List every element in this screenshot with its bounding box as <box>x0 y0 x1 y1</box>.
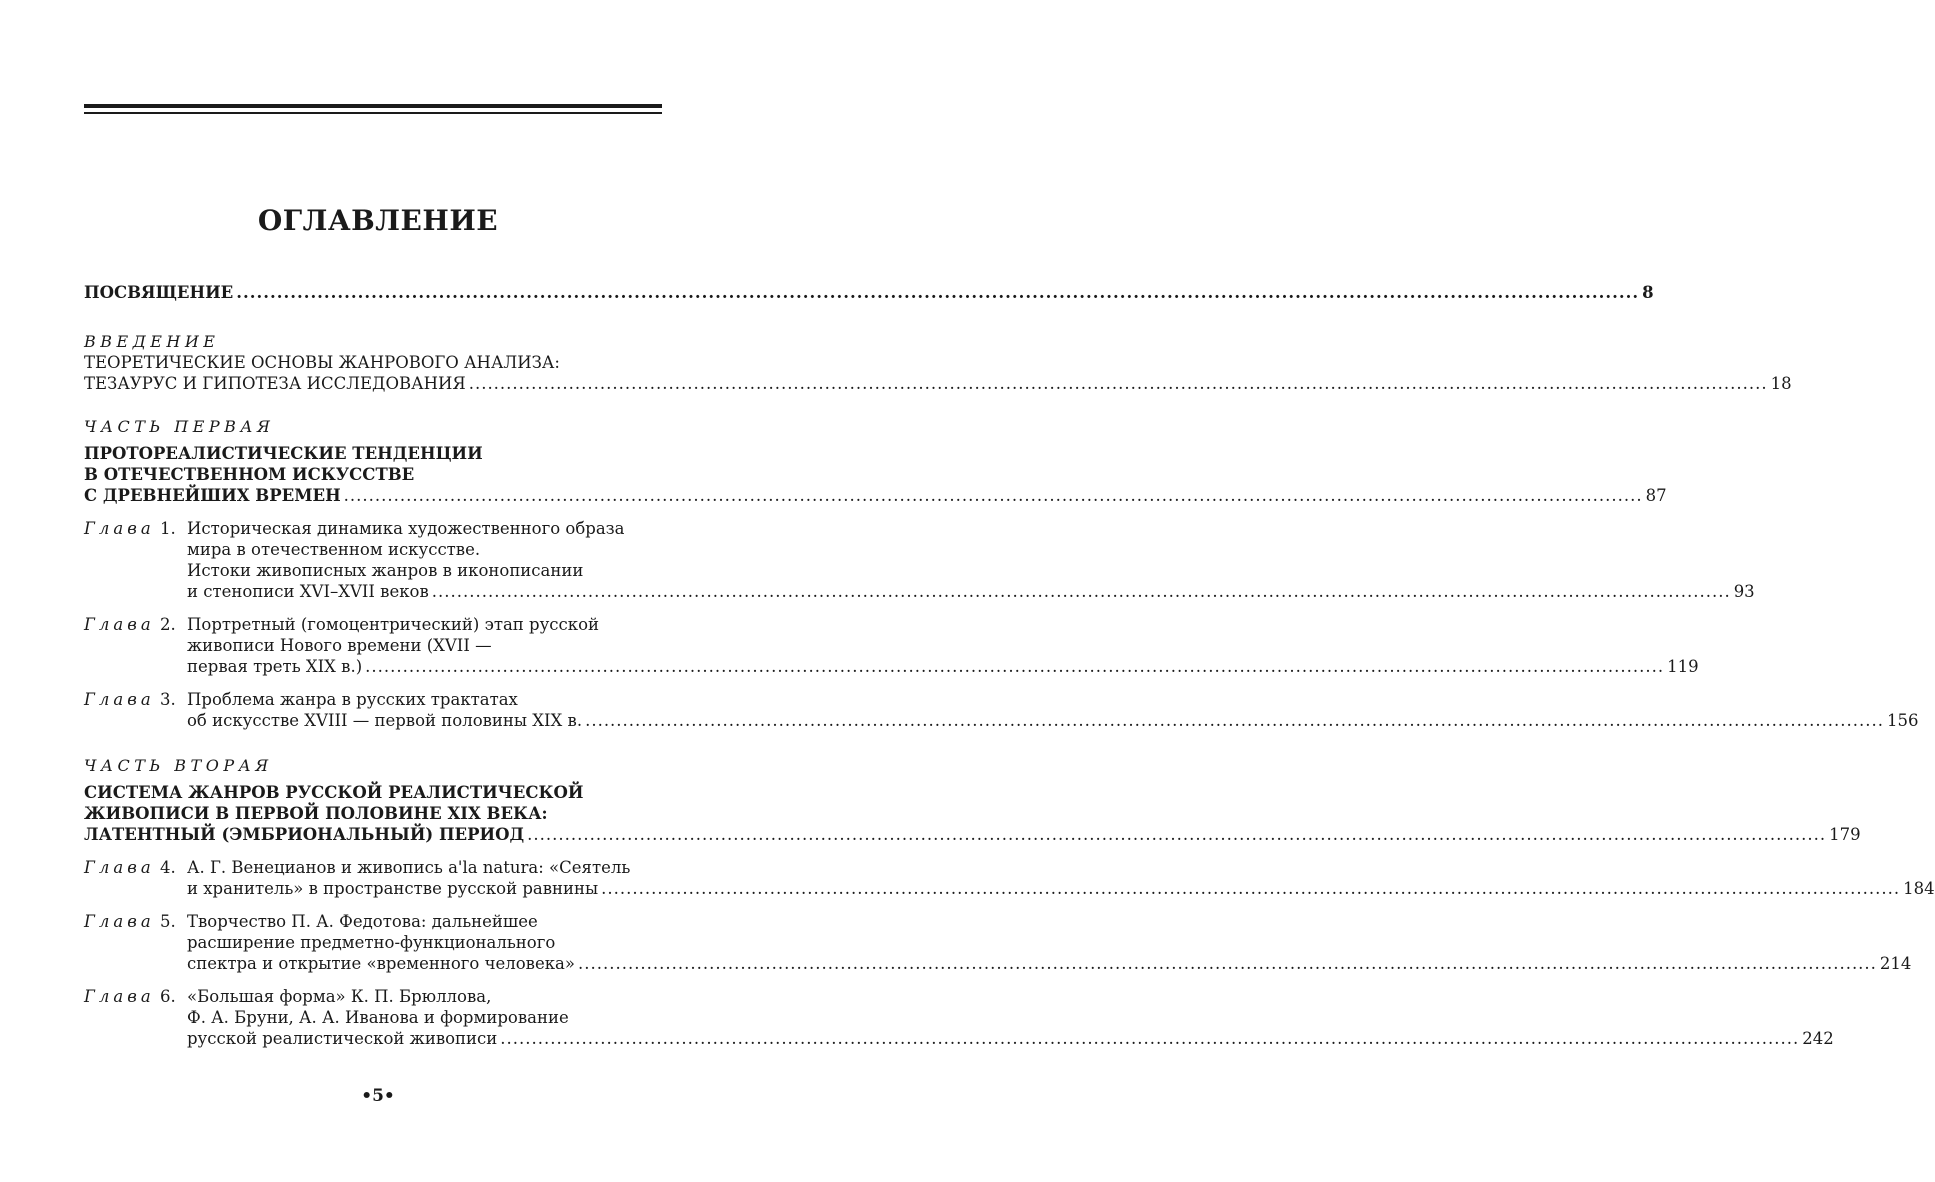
page-number: 93 <box>1733 582 1755 601</box>
dot-leader <box>365 656 1664 677</box>
entry-title: ТЕОРЕТИЧЕСКИЕ ОСНОВЫ ЖАНРОВОГО АНАЛИЗА: <box>84 353 560 372</box>
chapter-number: 4. <box>159 858 176 877</box>
top-rule-thin <box>84 112 662 114</box>
page-number: 119 <box>1667 657 1699 676</box>
dot-leader <box>585 710 1884 731</box>
toc-entry-part2-line3[interactable] <box>84 824 1861 845</box>
toc-entry-part2-line1[interactable] <box>84 782 662 803</box>
entry-title: Истоки живописных жанров в иконописании <box>187 561 584 580</box>
page-number: 8 <box>1642 283 1654 302</box>
entry-title: Творчество П. А. Федотова: дальнейшее <box>187 912 538 931</box>
dot-leader <box>601 878 1900 899</box>
entry-title: ПРОТОРЕАЛИСТИЧЕСКИЕ ТЕНДЕНЦИИ <box>84 444 483 463</box>
toc-entry-intro-line1[interactable] <box>84 352 662 373</box>
entry-title: первая треть XIX в.) <box>187 657 363 676</box>
entry-title: ПОСВЯЩЕНИЕ <box>84 283 234 302</box>
chapter-word: Глава <box>84 519 155 538</box>
toc-entry-intro-line2[interactable] <box>84 373 1792 394</box>
page-number: 242 <box>1802 1029 1834 1048</box>
toc-entry-chapter-4[interactable] <box>84 857 1935 899</box>
entry-title: живописи Нового времени (XVII — <box>187 636 492 655</box>
dot-leader <box>236 282 1639 303</box>
entry-title: Ф. А. Бруни, А. А. Иванова и формирование <box>187 1008 569 1027</box>
entry-title: спектра и открытие «временного человека» <box>187 954 575 973</box>
section-label-intro: ВВЕДЕНИЕ <box>84 332 220 351</box>
chapter-number: 1. <box>159 519 176 538</box>
toc-entry-chapter-3[interactable] <box>84 689 1919 731</box>
entry-title: русской реалистической живописи <box>187 1029 498 1048</box>
entry-title: мира в отечественном искусстве. <box>187 540 481 559</box>
toc-entry-part1-line1[interactable] <box>84 443 662 464</box>
entry-title: Портретный (гомоцентрический) этап русской <box>187 615 600 634</box>
entry-title: и хранитель» в пространстве русской равнины <box>187 879 599 898</box>
dot-leader <box>527 824 1826 845</box>
chapter-word: Глава <box>84 912 155 931</box>
chapter-word: Глава <box>84 858 155 877</box>
chapter-word: Глава <box>84 615 155 634</box>
toc-entry-chapter-6[interactable] <box>84 986 1834 1049</box>
entry-title: А. Г. Венецианов и живопись a'la natura: «Сеятель <box>187 858 631 877</box>
toc-entry-part1-line2[interactable] <box>84 464 662 485</box>
dot-leader <box>344 485 1643 506</box>
top-rule-thick <box>84 104 662 108</box>
entry-title: ТЕЗАУРУС И ГИПОТЕЗА ИССЛЕДОВАНИЯ <box>84 374 466 393</box>
entry-title: Историческая динамика художественного образа <box>187 519 625 538</box>
chapter-number: 5. <box>159 912 176 931</box>
toc-entry-part1-line3[interactable] <box>84 485 1667 506</box>
table-of-contents <box>84 282 1935 1049</box>
entry-title: С ДРЕВНЕЙШИХ ВРЕМЕН <box>84 486 341 505</box>
section-label-part2: ЧАСТЬ ВТОРАЯ <box>84 756 273 775</box>
page-number: 156 <box>1887 711 1919 730</box>
chapter-number: 3. <box>159 690 176 709</box>
dot-leader <box>432 581 1731 602</box>
page-number: 18 <box>1770 374 1792 393</box>
chapter-number: 6. <box>159 987 176 1006</box>
entry-title: ЖИВОПИСИ В ПЕРВОЙ ПОЛОВИНЕ XIX ВЕКА: <box>84 804 548 823</box>
entry-title: и стенописи XVI–XVII веков <box>187 582 429 601</box>
page-number: 179 <box>1829 825 1861 844</box>
toc-entry-chapter-1[interactable] <box>84 518 1755 602</box>
dot-leader <box>469 373 1768 394</box>
chapter-number: 2. <box>159 615 176 634</box>
chapter-word: Глава <box>84 690 155 709</box>
dot-leader <box>578 953 1877 974</box>
section-label-part1: ЧАСТЬ ПЕРВАЯ <box>84 417 275 436</box>
chapter-word: Глава <box>84 987 155 1006</box>
toc-entry-chapter-5[interactable] <box>84 911 1912 974</box>
entry-title: В ОТЕЧЕСТВЕННОМ ИСКУССТВЕ <box>84 465 415 484</box>
entry-title: Проблема жанра в русских трактатах <box>187 690 518 709</box>
entry-title: расширение предметно-функционального <box>187 933 556 952</box>
entry-title: об искусстве XVIII — первой половины XIX в. <box>187 711 583 730</box>
page-folio: •5• <box>361 1086 395 1106</box>
page-number: 184 <box>1903 879 1935 898</box>
page-number: 87 <box>1645 486 1667 505</box>
toc-entry-dedication[interactable] <box>84 282 1654 303</box>
toc-entry-chapter-2[interactable] <box>84 614 1699 677</box>
entry-title: СИСТЕМА ЖАНРОВ РУССКОЙ РЕАЛИСТИЧЕСКОЙ <box>84 783 584 802</box>
entry-title: «Большая форма» К. П. Брюллова, <box>187 987 492 1006</box>
page-title: ОГЛАВЛЕНИЕ <box>257 204 499 237</box>
page-number: 214 <box>1879 954 1912 973</box>
dot-leader <box>500 1028 1799 1049</box>
entry-title: ЛАТЕНТНЫЙ (ЭМБРИОНАЛЬНЫЙ) ПЕРИОД <box>84 825 525 844</box>
toc-entry-part2-line2[interactable] <box>84 803 662 824</box>
